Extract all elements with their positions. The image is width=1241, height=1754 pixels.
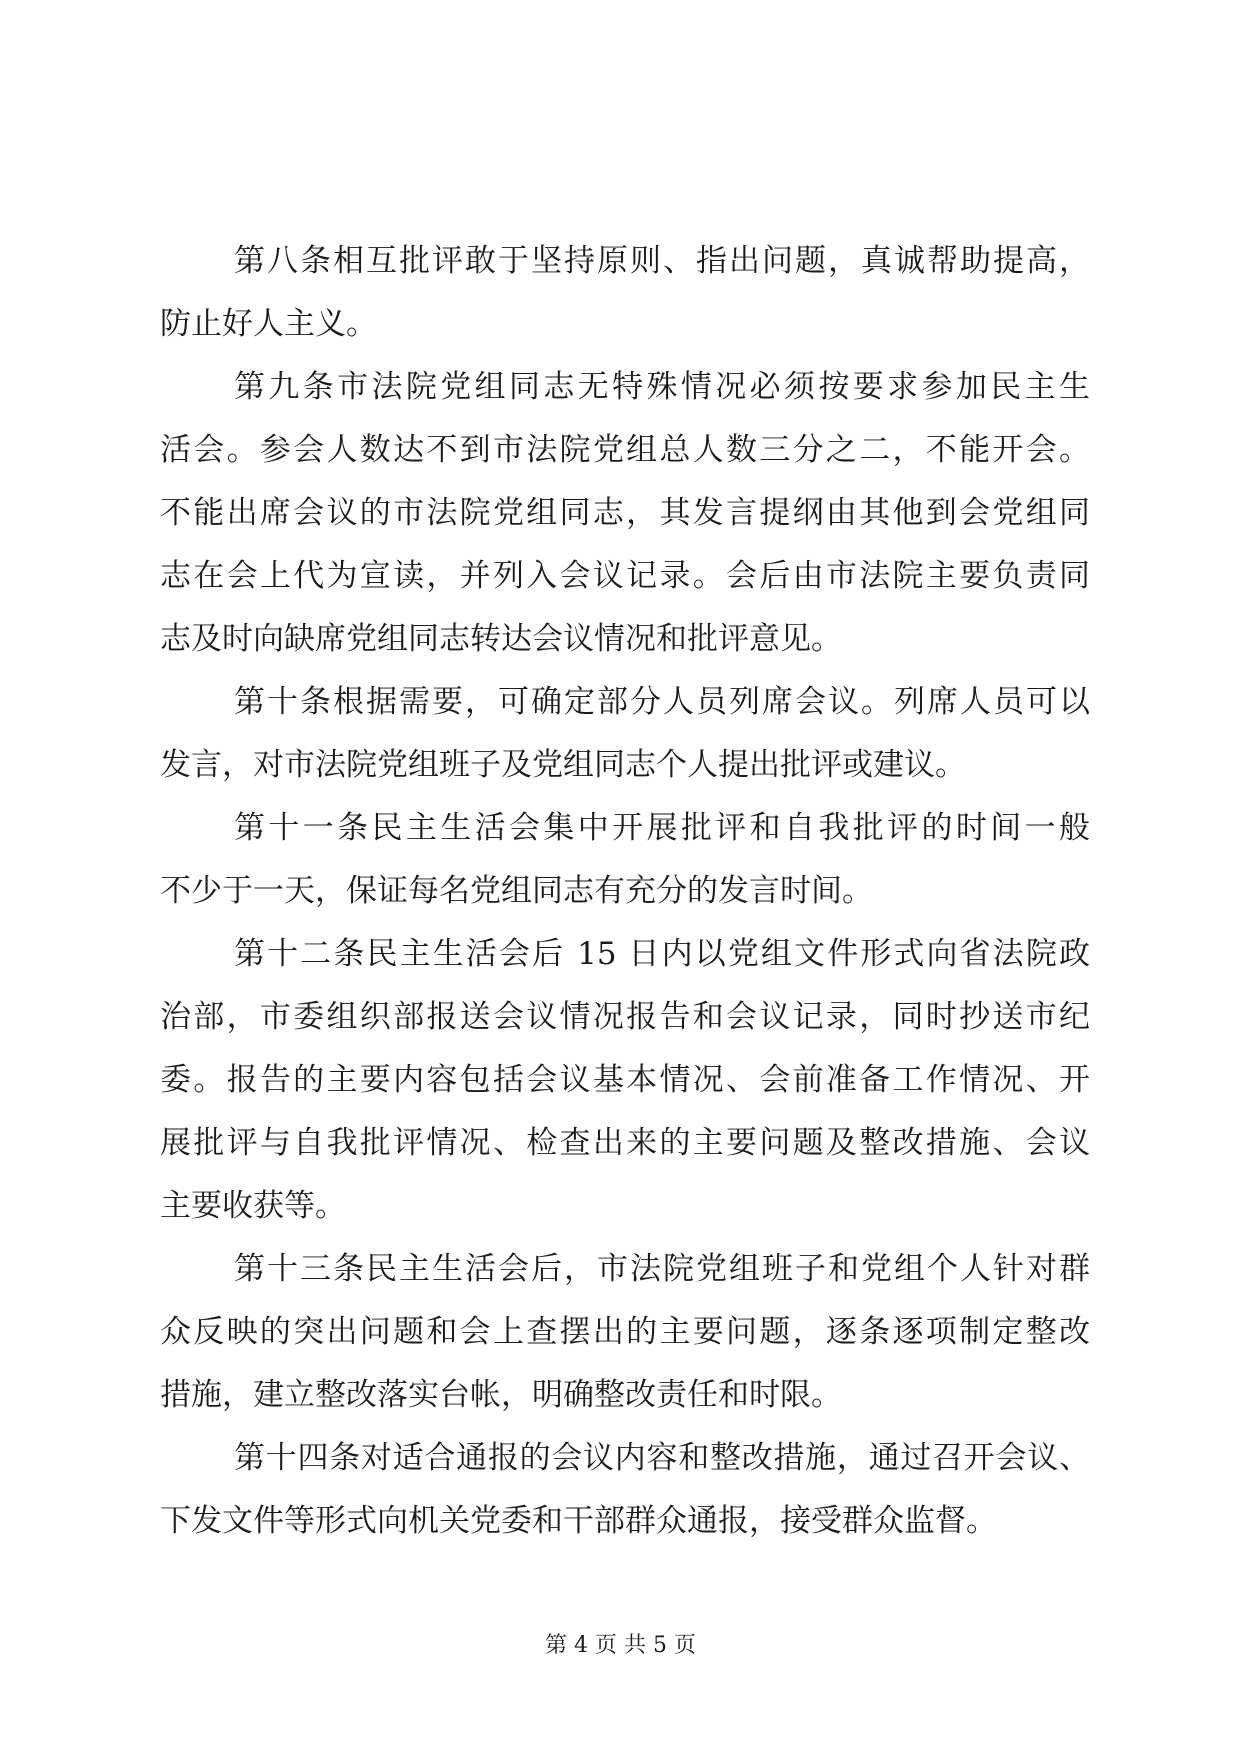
text-line: 众反映的突出问题和会上查摆出的主要问题，逐条逐项制定整改: [160, 1314, 1090, 1350]
text-line: 第十条根据需要，可确定部分人员列席会议。列席人员可以: [234, 684, 1090, 720]
text-line: 委。报告的主要内容包括会议基本情况、会前准备工作情况、开: [160, 1062, 1090, 1098]
paragraph-article-8: [160, 230, 1090, 356]
text-line: 志在会上代为宣读，并列入会议记录。会后由市法院主要负责同: [160, 558, 1090, 594]
text-line: 展批评与自我批评情况、检查出来的主要问题及整改措施、会议: [160, 1125, 1090, 1161]
text-line: 志及时向缺席党组同志转达会议情况和批评意见。: [160, 621, 842, 657]
text-line: 防止好人主义。: [160, 306, 377, 342]
paragraph-article-13: [160, 1238, 1090, 1427]
text-line: 第十三条民主生活会后，市法院党组班子和党组个人针对群: [234, 1251, 1090, 1287]
text-line: 不少于一天，保证每名党组同志有充分的发言时间。: [160, 873, 873, 909]
text-line: 下发文件等形式向机关党委和干部群众通报，接受群众监督。: [160, 1503, 997, 1539]
paragraph-article-12: [160, 923, 1090, 1238]
paragraph-article-11: [160, 797, 1090, 923]
paragraph-article-14: [160, 1427, 1090, 1553]
text-line: 第十一条民主生活会集中开展批评和自我批评的时间一般: [234, 810, 1090, 846]
text-line: 治部，市委组织部报送会议情况报告和会议记录，同时抄送市纪: [160, 999, 1090, 1035]
document-body: [160, 230, 1090, 1553]
text-line: 发言，对市法院党组班子及党组同志个人提出批评或建议。: [160, 747, 966, 783]
text-line: 第十二条民主生活会后 15 日内以党组文件形式向省法院政: [234, 936, 1090, 972]
paragraph-article-10: [160, 671, 1090, 797]
page-number-footer: 第 4 页 共 5 页: [545, 1633, 696, 1658]
text-line: 不能出席会议的市法院党组同志，其发言提纲由其他到会党组同: [160, 495, 1090, 531]
text-line: 第九条市法院党组同志无特殊情况必须按要求参加民主生: [234, 369, 1090, 405]
text-line: 活会。参会人数达不到市法院党组总人数三分之二，不能开会。: [160, 432, 1090, 468]
paragraph-article-9: [160, 356, 1090, 671]
text-line: 第十四条对适合通报的会议内容和整改措施，通过召开会议、: [234, 1440, 1090, 1476]
text-line: 措施，建立整改落实台帐，明确整改责任和时限。: [160, 1377, 842, 1413]
text-line: 主要收获等。: [160, 1188, 346, 1224]
text-line: 第八条相互批评敢于坚持原则、指出问题，真诚帮助提高，: [234, 243, 1090, 279]
